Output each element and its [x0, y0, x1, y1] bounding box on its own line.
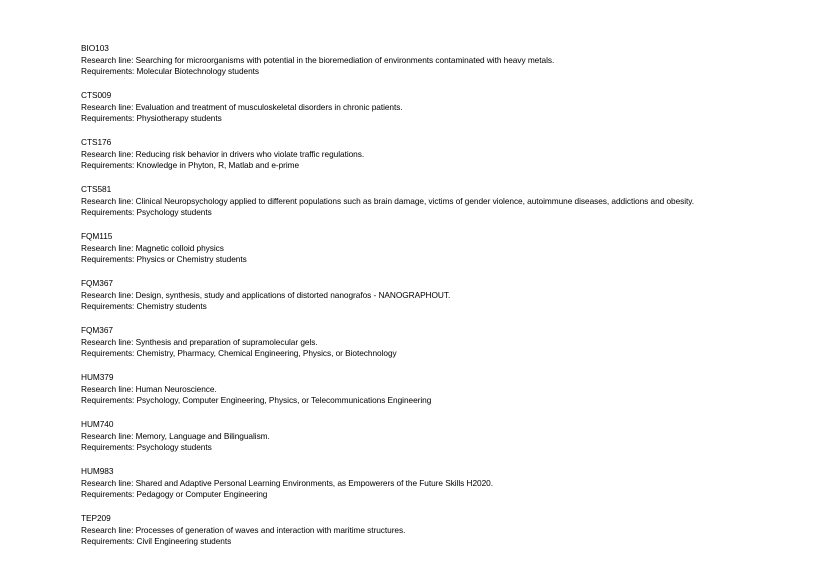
requirements-text: Requirements: Chemistry, Pharmacy, Chemical Engineering, Physics, or Biotechnology — [81, 348, 397, 359]
group-code: FQM367 — [81, 325, 113, 335]
requirements-text: Requirements: Pedagogy or Computer Engineering — [81, 489, 268, 500]
requirements-text: Requirements: Psychology students — [81, 442, 212, 453]
group-code: TEP209 — [81, 513, 111, 523]
group-code: CTS176 — [81, 137, 112, 147]
group-code: FQM115 — [81, 231, 113, 241]
requirements-text: Requirements: Psychology, Computer Engineering, Physics, or Telecommunications Engineering — [81, 395, 432, 406]
research-line-text: Research line: Design, synthesis, study and applications of distorted nanografos - NANOGRAPHOUT. — [81, 289, 451, 300]
group-code: CTS009 — [81, 90, 112, 100]
research-line-text: Research line: Shared and Adaptive Personal Learning Environments, as Empowerers of the Future Skills H2020. — [81, 477, 493, 488]
research-line-text: Research line: Reducing risk behavior in drivers who violate traffic regulations. — [81, 148, 365, 159]
research-line-text: Research line: Memory, Language and Bilingualism. — [81, 430, 270, 441]
group-code: HUM983 — [81, 466, 114, 476]
requirements-text: Requirements: Molecular Biotechnology students — [81, 66, 260, 77]
research-entry — [81, 231, 801, 278]
research-lines-list — [81, 43, 801, 560]
group-code: BIO103 — [81, 43, 109, 53]
research-line-text: Research line: Evaluation and treatment of musculoskeletal disorders in chronic patients. — [81, 101, 403, 112]
research-line-text: Research line: Searching for microorganisms with potential in the bioremediation of environments contaminated with heavy metals. — [81, 54, 555, 65]
research-entry — [81, 184, 801, 231]
research-line-text: Research line: Clinical Neuropsychology applied to different populations such as brain damage, victims of gender violence, autoimmune diseases, addictions and obesity. — [81, 195, 695, 206]
research-entry — [81, 466, 801, 513]
research-entry — [81, 137, 801, 184]
requirements-text: Requirements: Psychology students — [81, 207, 212, 218]
requirements-text: Requirements: Knowledge in Phyton, R, Matlab and e-prime — [81, 160, 300, 171]
requirements-text: Requirements: Physics or Chemistry students — [81, 254, 247, 265]
group-code: HUM740 — [81, 419, 114, 429]
research-line-text: Research line: Synthesis and preparation of supramolecular gels. — [81, 336, 318, 347]
group-code: HUM379 — [81, 372, 114, 382]
requirements-text: Requirements: Chemistry students — [81, 301, 207, 312]
requirements-text: Requirements: Physiotherapy students — [81, 113, 222, 124]
requirements-text: Requirements: Civil Engineering students — [81, 536, 232, 547]
research-entry — [81, 43, 801, 90]
group-code: CTS581 — [81, 184, 112, 194]
research-entry — [81, 513, 801, 560]
research-line-text: Research line: Human Neuroscience. — [81, 383, 217, 394]
group-code: FQM367 — [81, 278, 113, 288]
research-entry — [81, 372, 801, 419]
research-entry — [81, 90, 801, 137]
research-entry — [81, 419, 801, 466]
research-entry — [81, 278, 801, 325]
research-entry — [81, 325, 801, 372]
research-line-text: Research line: Processes of generation of waves and interaction with maritime structures. — [81, 524, 406, 535]
research-line-text: Research line: Magnetic colloid physics — [81, 242, 224, 253]
